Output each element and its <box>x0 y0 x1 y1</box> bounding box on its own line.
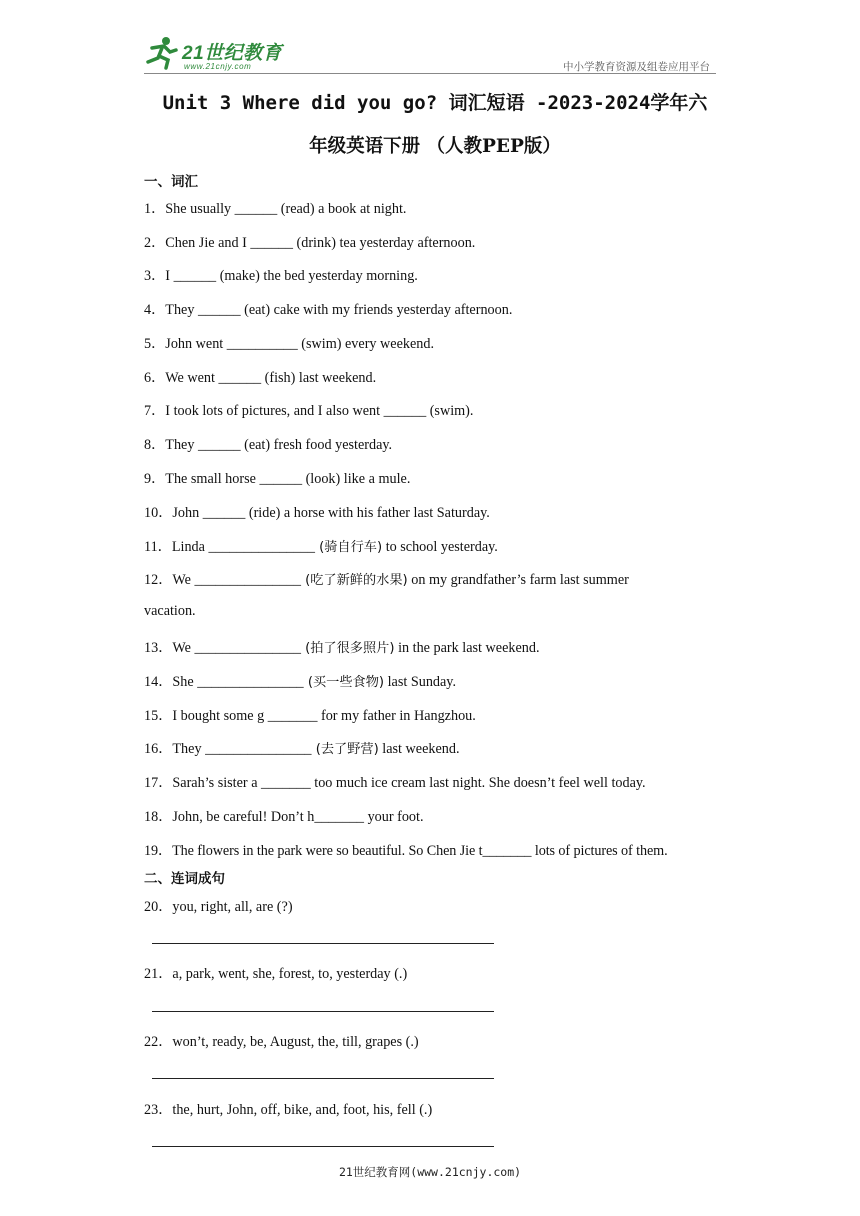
question-item-continuation: vacation. <box>144 603 196 619</box>
question-item: 11．Linda _______________ (骑自行车) to school yesterday. <box>144 539 498 555</box>
question-item: 5．John went __________ (swim) every weekend. <box>144 336 435 352</box>
question-item: 17．Sarah’s sister a _______ too much ice cream last night. She doesn’t feel well today. <box>144 775 646 791</box>
question-item: 16．They _______________ (去了野营) last weekend. <box>144 741 460 757</box>
question-item: 6．We went ______ (fish) last weekend. <box>144 370 377 386</box>
question-item: 7．I took lots of pictures, and I also went ______ (swim). <box>144 403 474 419</box>
question-item: 18．John, be careful! Don’t h_______ your foot. <box>144 809 424 825</box>
question-item: 13．We _______________ (拍了很多照片) in the park last weekend. <box>144 640 540 656</box>
question-item: 1．She usually ______ (read) a book at night. <box>144 201 407 217</box>
runner-icon <box>144 36 180 70</box>
question-item: 2．Chen Jie and I ______ (drink) tea yesterday afternoon. <box>144 235 476 251</box>
page-footer: 21世纪教育网(www.21cnjy.com) <box>338 1165 522 1179</box>
question-item: 14．She _______________ (买一些食物) last Sunday. <box>144 674 457 690</box>
sentence-item: 20．you, right, all, are (?) <box>144 899 293 915</box>
platform-tagline: 中小学教育资源及组卷应用平台 <box>563 61 710 73</box>
section-heading-sentences: 二、连词成句 <box>144 871 225 887</box>
site-logo <box>144 34 294 74</box>
page-header <box>144 34 716 76</box>
document-title-line1: Unit 3 Where did you go? 词汇短语 -2023-2024学年六 <box>162 92 708 114</box>
answer-line[interactable] <box>152 1078 494 1079</box>
logo-text: 21世纪教育 <box>182 43 283 64</box>
question-item: 19．The flowers in the park were so beautiful. So Chen Jie t_______ lots of pictures of them. <box>144 843 668 859</box>
section-heading-vocabulary: 一、词汇 <box>144 174 198 190</box>
header-divider <box>144 73 716 74</box>
question-item: 4．They ______ (eat) cake with my friends yesterday afternoon. <box>144 302 513 318</box>
sentence-item: 21．a, park, went, she, forest, to, yesterday (.) <box>144 966 408 982</box>
question-item: 10．John ______ (ride) a horse with his father last Saturday. <box>144 505 490 521</box>
answer-line[interactable] <box>152 1146 494 1147</box>
question-item: 9．The small horse ______ (look) like a mule. <box>144 471 411 487</box>
sentence-item: 23．the, hurt, John, off, bike, and, foot, his, fell (.) <box>144 1102 433 1118</box>
logo-url: www.21cnjy.com <box>184 62 252 71</box>
answer-line[interactable] <box>152 943 494 944</box>
question-item: 15．I bought some g _______ for my father in Hangzhou. <box>144 708 476 724</box>
document-title-line2: 年级英语下册 （人教PEP版） <box>309 136 561 157</box>
sentence-item: 22．won’t, ready, be, August, the, till, grapes (.) <box>144 1034 419 1050</box>
question-item: 8．They ______ (eat) fresh food yesterday. <box>144 437 393 453</box>
question-item: 3．I ______ (make) the bed yesterday morning. <box>144 268 418 284</box>
answer-line[interactable] <box>152 1011 494 1012</box>
question-item: 12．We _______________ (吃了新鲜的水果) on my grandfather’s farm last summer <box>144 572 629 588</box>
